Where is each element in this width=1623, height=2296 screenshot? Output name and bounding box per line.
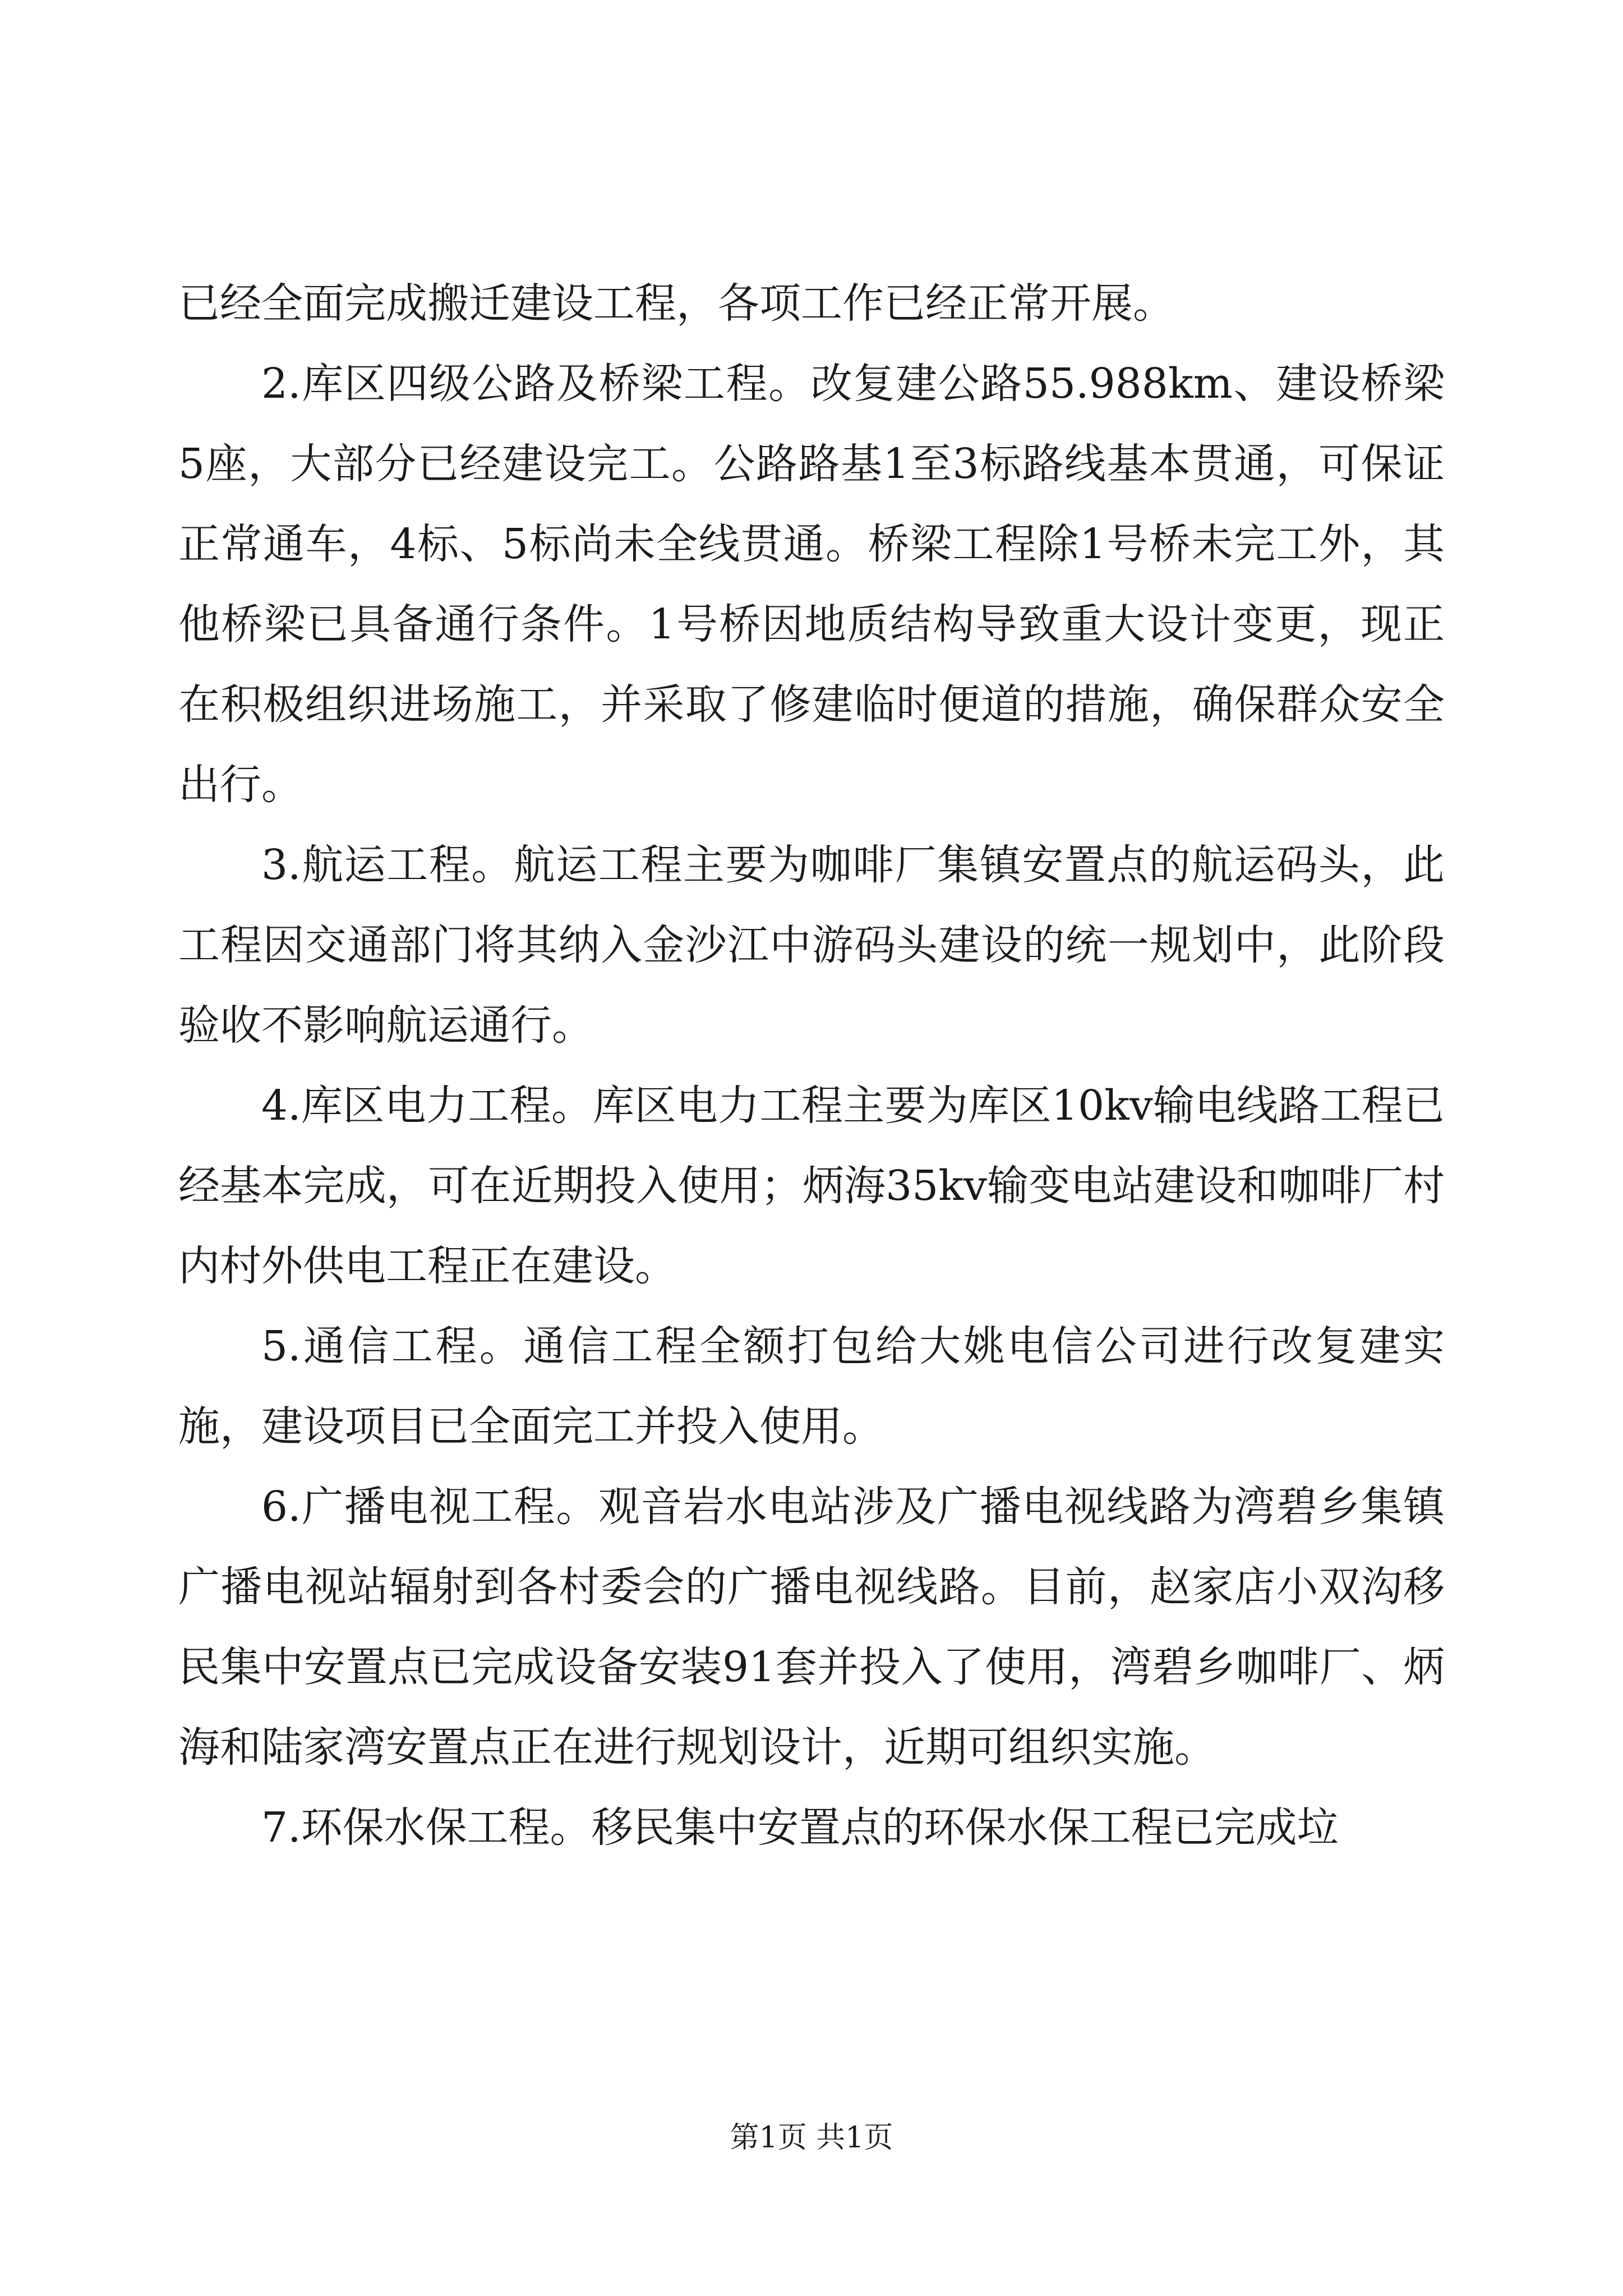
paragraph-shipping: 3.航运工程。航运工程主要为咖啡厂集镇安置点的航运码头，此工程因交通部门将其纳入金沙江中游码头建设的统一规划中，此阶段验收不影响航运通行。 [178, 841, 1445, 1050]
paragraph-telecom: 5.通信工程。通信工程全额打包给大姚电信公司进行改复建实施，建设项目已全面完工并投入使用。 [178, 1322, 1445, 1451]
paragraph-road-bridge: 2.库区四级公路及桥梁工程。改复建公路55.988km、建设桥梁5座，大部分已经建设完工。公路路基1至3标路线基本贯通，可保证正常通车，4标、5标尚未全线贯通。桥梁工程除1号桥未完工外，其他桥梁已具备通行条件。1号桥因地质结构导致重大设计变更，现正在积极组织进场施工，并采取了修建临时便道的措施，确保群众安全出行。 [178, 360, 1445, 809]
paragraph-power: 4.库区电力工程。库区电力工程主要为库区10kv输电线路工程已经基本完成，可在近期投入使用；炳海35kv输变电站建设和咖啡厂村内村外供电工程正在建设。 [178, 1082, 1445, 1290]
paragraph-environment: 7.环保水保工程。移民集中安置点的环保水保工程已完成垃 [261, 1803, 1339, 1852]
paragraph-continuation: 已经全面完成搬迁建设工程，各项工作已经正常开展。 [178, 279, 1174, 328]
paragraph-broadcast: 6.广播电视工程。观音岩水电站涉及广播电视线路为湾碧乡集镇广播电视站辐射到各村委会的广播电视线路。目前，赵家店小双沟移民集中安置点已完成设备安装91套并投入了使用，湾碧乡咖啡厂、炳海和陆家湾安置点正在进行规划设计，近期可组织实施。 [178, 1483, 1445, 1772]
document-body [178, 264, 1445, 1868]
page-footer: 第1页 共1页 [730, 2121, 893, 2155]
